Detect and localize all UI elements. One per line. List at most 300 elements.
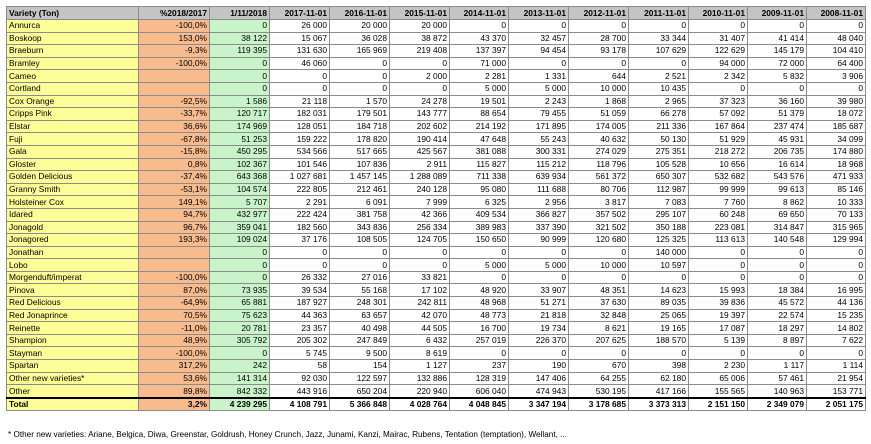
value-cell: 190 [509, 360, 569, 373]
pct-change-cell [139, 82, 210, 95]
value-cell: 295 107 [629, 208, 689, 221]
value-cell: 66 278 [629, 108, 689, 121]
value-cell: 159 222 [270, 133, 330, 146]
value-cell: 16 614 [748, 158, 807, 171]
variety-cell: Granny Smith [7, 183, 139, 196]
value-cell: 24 278 [390, 95, 450, 108]
value-cell: 0 [569, 347, 629, 360]
pct-change-cell: 193,3% [139, 234, 210, 247]
pct-change-cell: -100,0% [139, 57, 210, 70]
table-row [7, 360, 866, 373]
value-cell: 0 [807, 347, 866, 360]
variety-cell: Fuji [7, 133, 139, 146]
current-year-cell: 1 586 [210, 95, 270, 108]
value-cell: 178 820 [330, 133, 390, 146]
table-row [7, 196, 866, 209]
pct-change-cell: -53,1% [139, 183, 210, 196]
value-cell: 99 613 [748, 183, 807, 196]
value-cell: 16 995 [807, 284, 866, 297]
value-cell: 274 029 [569, 145, 629, 158]
header-variety: Variety (Ton) [7, 7, 139, 20]
variety-cell: Holsteiner Cox [7, 196, 139, 209]
value-cell: 1 288 089 [390, 171, 450, 184]
value-cell: 33 907 [509, 284, 569, 297]
pct-change-cell [139, 259, 210, 272]
value-cell: 321 502 [569, 221, 629, 234]
value-cell: 111 688 [509, 183, 569, 196]
value-cell: 38 872 [390, 32, 450, 45]
pct-change-cell: 153,0% [139, 32, 210, 45]
value-cell: 41 414 [748, 32, 807, 45]
pct-change-cell: 0,8% [139, 158, 210, 171]
current-year-cell: 102 367 [210, 158, 270, 171]
value-cell: 2 956 [509, 196, 569, 209]
value-cell: 17 102 [390, 284, 450, 297]
value-cell: 57 461 [748, 372, 807, 385]
value-cell: 72 000 [748, 57, 807, 70]
variety-cell: Cripps Pink [7, 108, 139, 121]
value-cell: 247 849 [330, 334, 390, 347]
value-cell: 7 622 [807, 334, 866, 347]
value-cell: 69 650 [748, 208, 807, 221]
variety-cell: Shampion [7, 334, 139, 347]
apple-production-table-container [6, 6, 866, 411]
value-cell: 33 821 [390, 271, 450, 284]
variety-cell: Gloster [7, 158, 139, 171]
value-cell: 0 [569, 20, 629, 33]
value-cell: 0 [689, 259, 748, 272]
value-cell: 115 212 [509, 158, 569, 171]
value-cell: 10 333 [807, 196, 866, 209]
value-cell: 32 457 [509, 32, 569, 45]
value-cell: 0 [689, 20, 748, 33]
value-cell: 0 [509, 347, 569, 360]
variety-cell: Elstar [7, 120, 139, 133]
value-cell: 711 338 [450, 171, 509, 184]
value-cell: 5 000 [450, 82, 509, 95]
current-year-cell: 0 [210, 259, 270, 272]
value-cell: 3 817 [569, 196, 629, 209]
value-cell: 23 357 [270, 322, 330, 335]
value-cell: 16 700 [450, 322, 509, 335]
current-year-cell: 842 332 [210, 385, 270, 398]
value-cell: 37 323 [689, 95, 748, 108]
value-cell: 15 993 [689, 284, 748, 297]
table-row [7, 45, 866, 58]
value-cell: 0 [807, 246, 866, 259]
pct-change-cell: 149,1% [139, 196, 210, 209]
value-cell: 95 080 [450, 183, 509, 196]
value-cell: 124 705 [390, 234, 450, 247]
value-cell: 4 048 845 [450, 398, 509, 411]
value-cell: 43 370 [450, 32, 509, 45]
value-cell: 366 827 [509, 208, 569, 221]
value-cell: 0 [270, 70, 330, 83]
current-year-cell: 0 [210, 57, 270, 70]
value-cell: 5 832 [748, 70, 807, 83]
footnote: * Other new varieties: Ariane, Belgica, Diwa, Greenstar, Goldrush, Honey Crunch, Jazz, Junami, Kanzi, Mairac, Rubens, Tentation (temptation), Wellant, ... [8, 430, 567, 439]
table-header-row [7, 7, 866, 20]
table-row [7, 145, 866, 158]
value-cell: 2 243 [509, 95, 569, 108]
value-cell: 350 188 [629, 221, 689, 234]
table-row [7, 372, 866, 385]
variety-cell: Bramley [7, 57, 139, 70]
value-cell: 5 139 [689, 334, 748, 347]
table-row [7, 183, 866, 196]
current-year-cell: 0 [210, 82, 270, 95]
current-year-cell: 109 024 [210, 234, 270, 247]
value-cell: 534 566 [270, 145, 330, 158]
value-cell: 58 [270, 360, 330, 373]
value-cell: 48 920 [450, 284, 509, 297]
value-cell: 389 983 [450, 221, 509, 234]
value-cell: 220 940 [390, 385, 450, 398]
value-cell: 44 136 [807, 297, 866, 310]
current-year-cell: 141 314 [210, 372, 270, 385]
value-cell: 19 501 [450, 95, 509, 108]
value-cell: 21 954 [807, 372, 866, 385]
current-year-cell: 120 717 [210, 108, 270, 121]
value-cell: 0 [629, 20, 689, 33]
value-cell: 219 408 [390, 45, 450, 58]
value-cell: 39 980 [807, 95, 866, 108]
value-cell: 211 336 [629, 120, 689, 133]
value-cell: 4 028 764 [390, 398, 450, 411]
variety-cell: Boskoop [7, 32, 139, 45]
table-row [7, 133, 866, 146]
value-cell: 85 146 [807, 183, 866, 196]
table-row [7, 95, 866, 108]
value-cell: 606 040 [450, 385, 509, 398]
value-cell: 300 331 [509, 145, 569, 158]
variety-cell: Braeburn [7, 45, 139, 58]
value-cell: 21 818 [509, 309, 569, 322]
value-cell: 101 546 [270, 158, 330, 171]
value-cell: 10 656 [689, 158, 748, 171]
value-cell: 3 906 [807, 70, 866, 83]
variety-cell: Red Jonaprince [7, 309, 139, 322]
variety-cell: Annurca [7, 20, 139, 33]
variety-cell: Cameo [7, 70, 139, 83]
value-cell: 644 [569, 70, 629, 83]
value-cell: 71 000 [450, 57, 509, 70]
value-cell: 1 127 [390, 360, 450, 373]
value-cell: 0 [270, 246, 330, 259]
value-cell: 15 067 [270, 32, 330, 45]
value-cell: 14 802 [807, 322, 866, 335]
value-cell: 7 760 [689, 196, 748, 209]
value-cell: 398 [629, 360, 689, 373]
value-cell: 0 [689, 246, 748, 259]
value-cell: 248 301 [330, 297, 390, 310]
value-cell: 174 005 [569, 120, 629, 133]
value-cell: 99 999 [689, 183, 748, 196]
value-cell: 218 272 [689, 145, 748, 158]
value-cell: 70 133 [807, 208, 866, 221]
variety-cell: Total [7, 398, 139, 411]
value-cell: 532 682 [689, 171, 748, 184]
value-cell: 1 457 145 [330, 171, 390, 184]
variety-cell: Stayman [7, 347, 139, 360]
table-row [7, 322, 866, 335]
pct-change-cell: -15,8% [139, 145, 210, 158]
value-cell: 42 070 [390, 309, 450, 322]
value-cell: 8 862 [748, 196, 807, 209]
value-cell: 92 030 [270, 372, 330, 385]
variety-cell: Red Delicious [7, 297, 139, 310]
value-cell: 0 [689, 271, 748, 284]
variety-cell: Lobo [7, 259, 139, 272]
value-cell: 32 848 [569, 309, 629, 322]
value-cell: 64 255 [569, 372, 629, 385]
value-cell: 6 432 [390, 334, 450, 347]
current-year-cell: 73 935 [210, 284, 270, 297]
value-cell: 26 000 [270, 20, 330, 33]
value-cell: 19 734 [509, 322, 569, 335]
value-cell: 51 271 [509, 297, 569, 310]
value-cell: 0 [629, 271, 689, 284]
value-cell: 409 534 [450, 208, 509, 221]
table-row [7, 208, 866, 221]
value-cell: 0 [509, 246, 569, 259]
value-cell: 275 351 [629, 145, 689, 158]
value-cell: 222 805 [270, 183, 330, 196]
value-cell: 45 931 [748, 133, 807, 146]
value-cell: 190 414 [390, 133, 450, 146]
value-cell: 315 965 [807, 221, 866, 234]
value-cell: 0 [330, 70, 390, 83]
value-cell: 37 630 [569, 297, 629, 310]
value-cell: 40 632 [569, 133, 629, 146]
value-cell: 517 665 [330, 145, 390, 158]
value-cell: 112 987 [629, 183, 689, 196]
value-cell: 205 302 [270, 334, 330, 347]
value-cell: 105 528 [629, 158, 689, 171]
value-cell: 184 718 [330, 120, 390, 133]
value-cell: 257 019 [450, 334, 509, 347]
table-row [7, 158, 866, 171]
current-year-cell: 4 239 295 [210, 398, 270, 411]
pct-change-cell [139, 246, 210, 259]
value-cell: 0 [450, 20, 509, 33]
value-cell: 44 505 [390, 322, 450, 335]
pct-change-cell: 89,8% [139, 385, 210, 398]
table-row [7, 221, 866, 234]
value-cell: 153 771 [807, 385, 866, 398]
pct-change-cell: 96,7% [139, 221, 210, 234]
value-cell: 48 351 [569, 284, 629, 297]
value-cell: 7 999 [390, 196, 450, 209]
value-cell: 14 623 [629, 284, 689, 297]
header-date-3: 2017-11-01 [270, 7, 330, 20]
value-cell: 40 498 [330, 322, 390, 335]
value-cell: 5 000 [509, 259, 569, 272]
table-row [7, 234, 866, 247]
value-cell: 314 847 [748, 221, 807, 234]
value-cell: 10 000 [569, 259, 629, 272]
value-cell: 2 151 150 [689, 398, 748, 411]
table-row [7, 246, 866, 259]
value-cell: 122 597 [330, 372, 390, 385]
value-cell: 2 000 [390, 70, 450, 83]
value-cell: 0 [689, 82, 748, 95]
value-cell: 0 [390, 57, 450, 70]
current-year-cell: 643 368 [210, 171, 270, 184]
value-cell: 48 773 [450, 309, 509, 322]
value-cell: 94 000 [689, 57, 748, 70]
value-cell: 4 108 791 [270, 398, 330, 411]
value-cell: 34 099 [807, 133, 866, 146]
pct-change-cell: 36,6% [139, 120, 210, 133]
table-row [7, 20, 866, 33]
current-year-cell: 104 574 [210, 183, 270, 196]
value-cell: 0 [569, 246, 629, 259]
table-row [7, 82, 866, 95]
value-cell: 237 474 [748, 120, 807, 133]
value-cell: 179 501 [330, 108, 390, 121]
value-cell: 28 700 [569, 32, 629, 45]
current-year-cell: 65 881 [210, 297, 270, 310]
value-cell: 212 461 [330, 183, 390, 196]
value-cell: 0 [330, 246, 390, 259]
value-cell: 143 777 [390, 108, 450, 121]
value-cell: 202 602 [390, 120, 450, 133]
table-row [7, 57, 866, 70]
value-cell: 222 424 [270, 208, 330, 221]
value-cell: 543 576 [748, 171, 807, 184]
value-cell: 45 572 [748, 297, 807, 310]
value-cell: 15 235 [807, 309, 866, 322]
value-cell: 51 059 [569, 108, 629, 121]
value-cell: 46 060 [270, 57, 330, 70]
pct-change-cell: -67,8% [139, 133, 210, 146]
value-cell: 1 570 [330, 95, 390, 108]
pct-change-cell: -9,3% [139, 45, 210, 58]
current-year-cell: 5 707 [210, 196, 270, 209]
current-year-cell: 450 295 [210, 145, 270, 158]
value-cell: 2 051 175 [807, 398, 866, 411]
value-cell: 0 [509, 271, 569, 284]
table-row [7, 259, 866, 272]
value-cell: 188 570 [629, 334, 689, 347]
variety-cell: Spartan [7, 360, 139, 373]
pct-change-cell: -33,7% [139, 108, 210, 121]
value-cell: 0 [390, 82, 450, 95]
table-row [7, 385, 866, 398]
current-year-cell: 0 [210, 20, 270, 33]
table-row [7, 171, 866, 184]
value-cell: 36 160 [748, 95, 807, 108]
current-year-cell: 38 122 [210, 32, 270, 45]
value-cell: 2 349 079 [748, 398, 807, 411]
value-cell: 530 195 [569, 385, 629, 398]
value-cell: 104 410 [807, 45, 866, 58]
variety-cell: Jonagored [7, 234, 139, 247]
value-cell: 670 [569, 360, 629, 373]
current-year-cell: 174 969 [210, 120, 270, 133]
header-date-5: 2015-11-01 [390, 7, 450, 20]
value-cell: 2 342 [689, 70, 748, 83]
value-cell: 36 028 [330, 32, 390, 45]
value-cell: 93 178 [569, 45, 629, 58]
value-cell: 140 963 [748, 385, 807, 398]
pct-change-cell: -37,4% [139, 171, 210, 184]
value-cell: 639 934 [509, 171, 569, 184]
value-cell: 0 [629, 57, 689, 70]
variety-cell: Reinette [7, 322, 139, 335]
value-cell: 0 [748, 82, 807, 95]
table-row [7, 334, 866, 347]
value-cell: 22 574 [748, 309, 807, 322]
value-cell: 0 [390, 259, 450, 272]
value-cell: 0 [270, 259, 330, 272]
table-row [7, 32, 866, 45]
value-cell: 108 505 [330, 234, 390, 247]
value-cell: 2 291 [270, 196, 330, 209]
variety-cell: Idared [7, 208, 139, 221]
value-cell: 0 [330, 57, 390, 70]
pct-change-cell: -11,0% [139, 322, 210, 335]
value-cell: 80 706 [569, 183, 629, 196]
value-cell: 6 325 [450, 196, 509, 209]
pct-change-cell [139, 70, 210, 83]
header-date-2: 1/11/2018 [210, 7, 270, 20]
value-cell: 207 625 [569, 334, 629, 347]
value-cell: 237 [450, 360, 509, 373]
value-cell: 5 000 [450, 259, 509, 272]
value-cell: 6 091 [330, 196, 390, 209]
value-cell: 0 [748, 20, 807, 33]
value-cell: 140 000 [629, 246, 689, 259]
value-cell: 471 933 [807, 171, 866, 184]
value-cell: 18 072 [807, 108, 866, 121]
apple-production-table [6, 6, 866, 411]
value-cell: 51 929 [689, 133, 748, 146]
value-cell: 0 [270, 82, 330, 95]
pct-change-cell: 3,2% [139, 398, 210, 411]
variety-cell: Pinova [7, 284, 139, 297]
pct-change-cell: -100,0% [139, 347, 210, 360]
value-cell: 155 565 [689, 385, 748, 398]
value-cell: 10 597 [629, 259, 689, 272]
value-cell: 0 [509, 57, 569, 70]
value-cell: 113 613 [689, 234, 748, 247]
header-date-11: 2009-11-01 [748, 7, 807, 20]
value-cell: 62 180 [629, 372, 689, 385]
pct-change-cell: -100,0% [139, 20, 210, 33]
value-cell: 79 455 [509, 108, 569, 121]
value-cell: 185 687 [807, 120, 866, 133]
value-cell: 0 [629, 347, 689, 360]
value-cell: 147 406 [509, 372, 569, 385]
value-cell: 37 176 [270, 234, 330, 247]
table-body [7, 20, 866, 411]
value-cell: 2 911 [390, 158, 450, 171]
header-date-7: 2013-11-01 [509, 7, 569, 20]
value-cell: 20 000 [390, 20, 450, 33]
value-cell: 5 000 [509, 82, 569, 95]
current-year-cell: 75 623 [210, 309, 270, 322]
current-year-cell: 359 041 [210, 221, 270, 234]
value-cell: 2 230 [689, 360, 748, 373]
value-cell: 120 680 [569, 234, 629, 247]
value-cell: 8 619 [390, 347, 450, 360]
current-year-cell: 305 792 [210, 334, 270, 347]
value-cell: 0 [330, 259, 390, 272]
value-cell: 1 027 681 [270, 171, 330, 184]
value-cell: 55 168 [330, 284, 390, 297]
